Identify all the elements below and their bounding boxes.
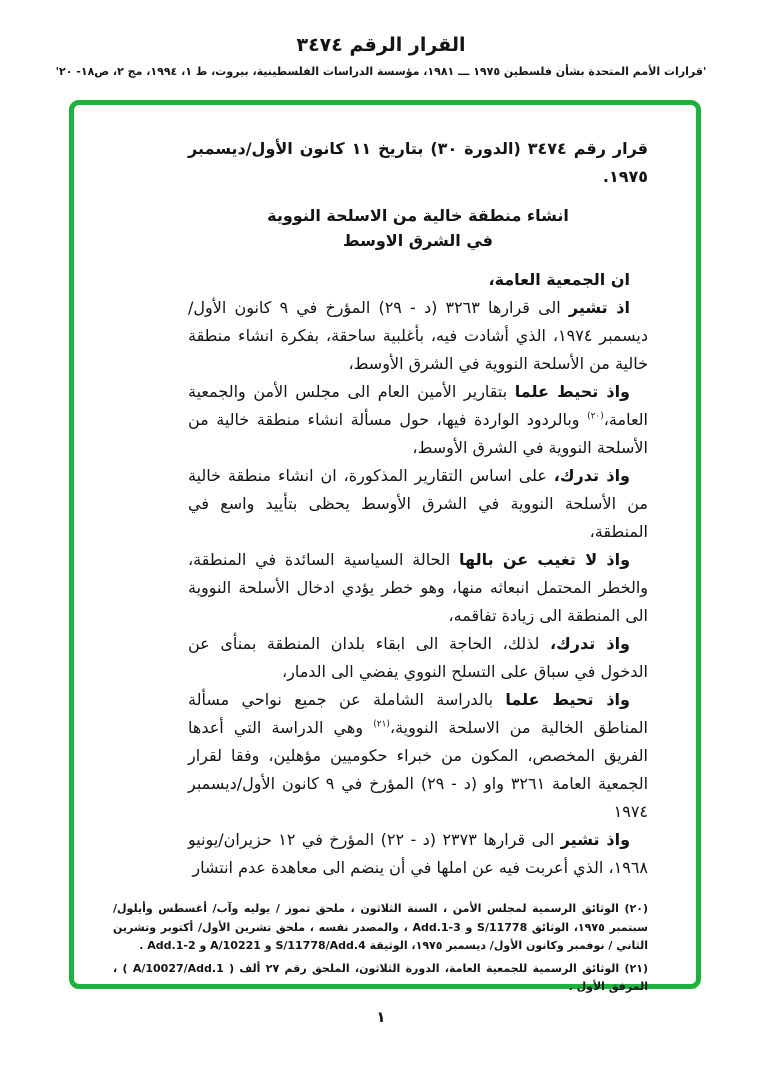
- preambular-paragraph: [188, 378, 648, 462]
- footnote-ref: (٢١): [373, 719, 390, 730]
- paragraph-lead: واذ لا تغيب عن بالها: [459, 550, 631, 569]
- paragraph-text: الحالة السياسية السائدة في المنطقة، والخطر المحتمل انبعاثه منها، وهو خطر يؤدي ادخال الأسلحة النووية الى المنطقة الى زيادة تفاقمه،: [188, 550, 648, 625]
- scanned-text-block: [74, 105, 696, 997]
- paragraph-text: بتقارير الأمين العام الى مجلس الأمن والجمعية العامة،: [188, 382, 648, 429]
- source-citation: 'قرارات الأمم المتحدة بشأن فلسطين ١٩٧٥ ـــ ١٩٨١، مؤسسة الدراسات الفلسطينية، بيروت، ط ١، ١٩٩٤، مج ٢، ص١٨- ٢٠': [55, 65, 707, 78]
- opening-phrase: ان الجمعية العامة،: [488, 270, 630, 289]
- paragraph-text: وبالردود الواردة فيها، حول مسألة انشاء منطقة خالية من الأسلحة النووية في الشرق الأوسط،: [188, 410, 648, 457]
- page-number: ١: [376, 1008, 386, 1026]
- scan-highlight-frame: [69, 100, 701, 993]
- preambular-paragraph: [188, 294, 648, 378]
- preambular-paragraph: [188, 462, 648, 546]
- paragraph-lead: واذ تحيط علما: [505, 690, 630, 709]
- subtitle-line-1: انشاء منطقة خالية من الاسلحة النووية: [267, 206, 569, 225]
- paragraph-lead: واذ تحيط علما: [514, 382, 630, 401]
- paragraph-lead: واذ تدرك،: [550, 634, 631, 653]
- preambular-paragraph: [188, 686, 648, 826]
- paragraph-lead: اذ تشير: [568, 298, 630, 317]
- resolution-body: [188, 135, 648, 882]
- paragraph-text: وهي الدراسة التي أعدها الفريق المخصص، المكون من خبراء حكوميين مؤهلين، وفقا لقرار الجمعية العامة ٣٢٦١ واو (د - ٢٩) المؤرخ في ٩ كانون الأول/ديسمبر ١٩٧٤: [188, 718, 649, 821]
- document-header: [0, 0, 762, 78]
- paragraph-text: بالدراسة الشاملة عن جميع نواحي مسألة المناطق الخالية من الاسلحة النووية،: [188, 690, 648, 737]
- footnotes-section: [113, 900, 648, 997]
- preambular-paragraph: [188, 546, 648, 630]
- paragraph-text: لذلك، الحاجة الى ابقاء بلدان المنطقة بمنأى عن الدخول في سباق على التسلح النووي يفضي الى الدمار،: [188, 634, 648, 681]
- preambular-paragraph: [188, 826, 648, 882]
- resolution-heading: قرار رقم ٣٤٧٤ (الدورة ٣٠) بتاريخ ١١ كانون الأول/ديسمبر ١٩٧٥.: [188, 139, 649, 186]
- paragraph-lead: واذ تدرك،: [553, 466, 630, 485]
- paragraph-text: على اساس التقارير المذكورة، ان انشاء منطقة خالية من الأسلحة النووية في الشرق الأوسط يحظى بتأييد واسع في المنطقة،: [188, 466, 648, 541]
- resolution-subtitle: [188, 203, 648, 253]
- footnote-20: (٢٠) الوثائق الرسمية لمجلس الأمن ، السنة الثلاثون ، ملحق تموز / يوليه وآب/ أغسطس وأيلول/سبتمبر ١٩٧٥، الوثائق S/11778 و Add.1-3 ، والمصدر نفسه ، ملحق تشرين الأول/ أكتوبر وتشرين الثاني / نوفمبر وكانون الأول/ ديسمبر ١٩٧٥، الوثيقة S/11778/Add.4 و A/10221 و Add.1-2 .: [113, 902, 648, 952]
- page-title: القرار الرقم ٣٤٧٤: [296, 34, 466, 56]
- footnote-21: (٢١) الوثائق الرسمية للجمعية العامة، الدورة الثلاثون، الملحق رقم ٢٧ ألف ( A/10027/Add.1 ) ، المرفق الأول .: [113, 961, 648, 993]
- footnote-ref: (٢٠): [587, 411, 604, 422]
- paragraph-text: الى قرارها ٢٣٧٣ (د - ٢٢) المؤرخ في ١٢ حزيران/يونيو ١٩٦٨، الذي أعربت فيه عن املها في أن ينضم الى معاهدة عدم انتشار: [188, 830, 648, 877]
- subtitle-line-2: في الشرق الاوسط: [342, 231, 494, 250]
- preambular-paragraph: [188, 630, 648, 686]
- paragraph-text: الى قرارها ٣٢٦٣ (د - ٢٩) المؤرخ في ٩ كانون الأول/ ديسمبر ١٩٧٤، الذي أشادت فيه، بأغلبية ساحقة، بفكرة انشاء منطقة خالية من الأسلحة النووية في الشرق الأوسط،: [188, 298, 649, 373]
- paragraph-lead: واذ تشير: [560, 830, 631, 849]
